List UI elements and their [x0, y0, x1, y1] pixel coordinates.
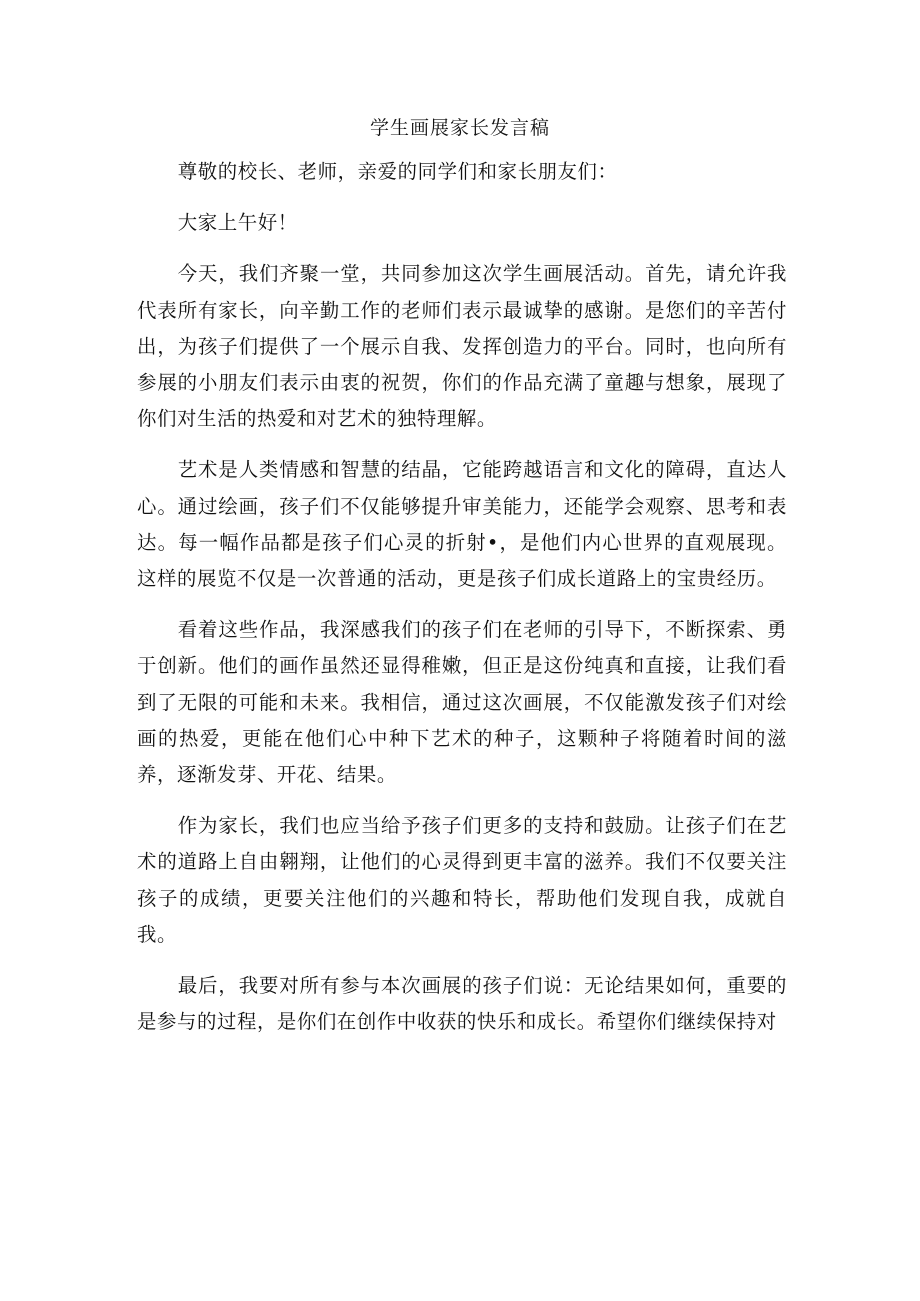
paragraph-parents-role: 作为家长，我们也应当给予孩子们更多的支持和鼓励。让孩子们在艺术的道路上自由翱翔，让他们的心灵得到更丰富的滋养。我们不仅要关注孩子的成绩，更要关注他们的兴趣和特长，帮助他们发现自我，成就自我。: [137, 814, 787, 946]
paragraph-closing: 最后，我要对所有参与本次画展的孩子们说：无论结果如何，重要的是参与的过程，是你们在创作中收获的快乐和成长。希望你们继续保持对: [137, 974, 787, 1034]
paragraph-thanks: 今天，我们齐聚一堂，共同参加这次学生画展活动。首先，请允许我代表所有家长，向辛勤工作的老师们表示最诚挚的感谢。是您们的辛苦付出，为孩子们提供了一个展示自我、发挥创造力的平台。同时，也向所有参展的小朋友们表示由衷的祝贺，你们的作品充满了童趣与想象，展现了你们对生活的热爱和对艺术的独特理解。: [137, 262, 787, 431]
document-body: [137, 154, 787, 1055]
paragraph-reflection: 看着这些作品，我深感我们的孩子们在老师的引导下，不断探索、勇于创新。他们的画作虽然还显得稚嫩，但正是这份纯真和直接，让我们看到了无限的可能和未来。我相信，通过这次画展，不仅能激发孩子们对绘画的热爱，更能在他们心中种下艺术的种子，这颗种子将随着时间的滋养，逐渐发芽、开花、结果。: [137, 618, 787, 787]
paragraph-salutation: 尊敬的校长、老师，亲爱的同学们和家长朋友们：: [177, 160, 618, 183]
document-title: 学生画展家长发言稿: [369, 117, 550, 139]
paragraph-art-value: 艺术是人类情感和智慧的结晶，它能跨越语言和文化的障碍，直达人心。通过绘画，孩子们不仅能够提升审美能力，还能学会观察、思考和表达。每一幅作品都是孩子们心灵的折射•，是他们内心世界的直观展现。这样的展览不仅是一次普通的活动，更是孩子们成长道路上的宝贵经历。: [137, 458, 787, 591]
paragraph-greeting: 大家上午好！: [177, 211, 298, 235]
